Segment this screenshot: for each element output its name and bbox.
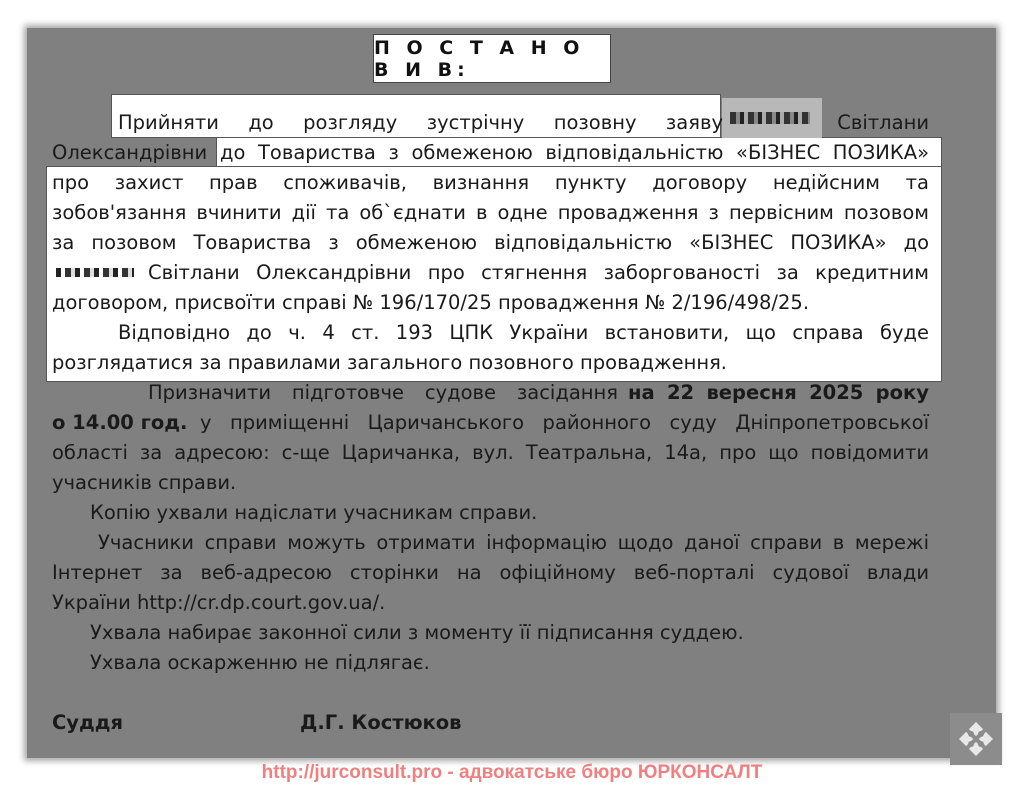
heading-text: П О С Т А Н О В И В: xyxy=(374,36,585,81)
site-watermark: http://jurconsult.pro - адвокатське бюро ЮРКОНСАЛТ xyxy=(261,762,763,783)
p3-line-4: учасників справи. xyxy=(52,471,237,494)
p3-line-2-bold xyxy=(52,408,192,438)
hearing-date: на 22 вересня 2025 року xyxy=(628,381,929,404)
p1-line-5: за позовом Товариства з обмеженою відповідальністю «БІЗНЕС ПОЗИКА» до xyxy=(52,231,929,254)
p5-line-1: Учасники справи можуть отримати інформацію щодо даної справи в мережі xyxy=(98,531,929,554)
hearing-time: о 14.00 год. xyxy=(52,411,188,434)
p5-line-2: Інтернет за веб-адресою сторінки на офіційному веб-порталі судової влади xyxy=(52,561,929,584)
p5-line-3: України http://cr.dp.court.gov.ua/. xyxy=(52,591,386,614)
p1-line-2b: до Товариства з обмеженою відповідальністю «БІЗНЕС ПОЗИКА» xyxy=(220,141,929,164)
signature-role: Суддя xyxy=(52,711,124,734)
puzzle-diamond-icon xyxy=(950,713,1002,765)
p1-line-1: Прийняти до розгляду зустрічну позовну заяву xyxy=(118,111,723,134)
p7-line: Ухвала оскарженню не підлягає. xyxy=(90,651,430,674)
p2-line-1: Відповідно до ч. 4 ст. 193 ЦПК України встановити, що справа буде xyxy=(118,321,929,344)
p1-line-1-name: Світлани xyxy=(837,111,929,134)
p3-line-1: Призначити підготовче судове засідання xyxy=(148,381,618,404)
p3-line-2: у приміщенні Царичанського районного суду Дніпропетровської xyxy=(200,411,929,434)
p1-line-3: про захист прав споживачів, визнання пункту договору недійсним та xyxy=(52,171,929,194)
p1-line-4: зобов'язання вчинити дії та об`єднати в одне провадження з первісним позовом xyxy=(52,201,929,224)
p6-line: Ухвала набирає законної сили з моменту її підписання суддею. xyxy=(90,621,744,644)
p1-line-7: договором, присвоїти справі № 196/170/25 провадження № 2/196/498/25. xyxy=(52,291,810,314)
p3-line-3: області за адресою: с-ще Царичанка, вул. Театральна, 14а, про що повідомити xyxy=(52,441,929,464)
signature-name: Д.Г. Костюков xyxy=(300,711,462,734)
p3-line-1-bold xyxy=(628,378,929,408)
p2-line-2: розглядатися за правилами загального позовного провадження. xyxy=(52,351,728,374)
p1-line-6: Світлани Олександрівни про стягнення заборгованості за кредитним xyxy=(148,261,929,284)
p4-line: Копію ухвали надіслати учасникам справи. xyxy=(90,501,538,524)
p1-line-2a: Олександрівни xyxy=(52,141,208,164)
